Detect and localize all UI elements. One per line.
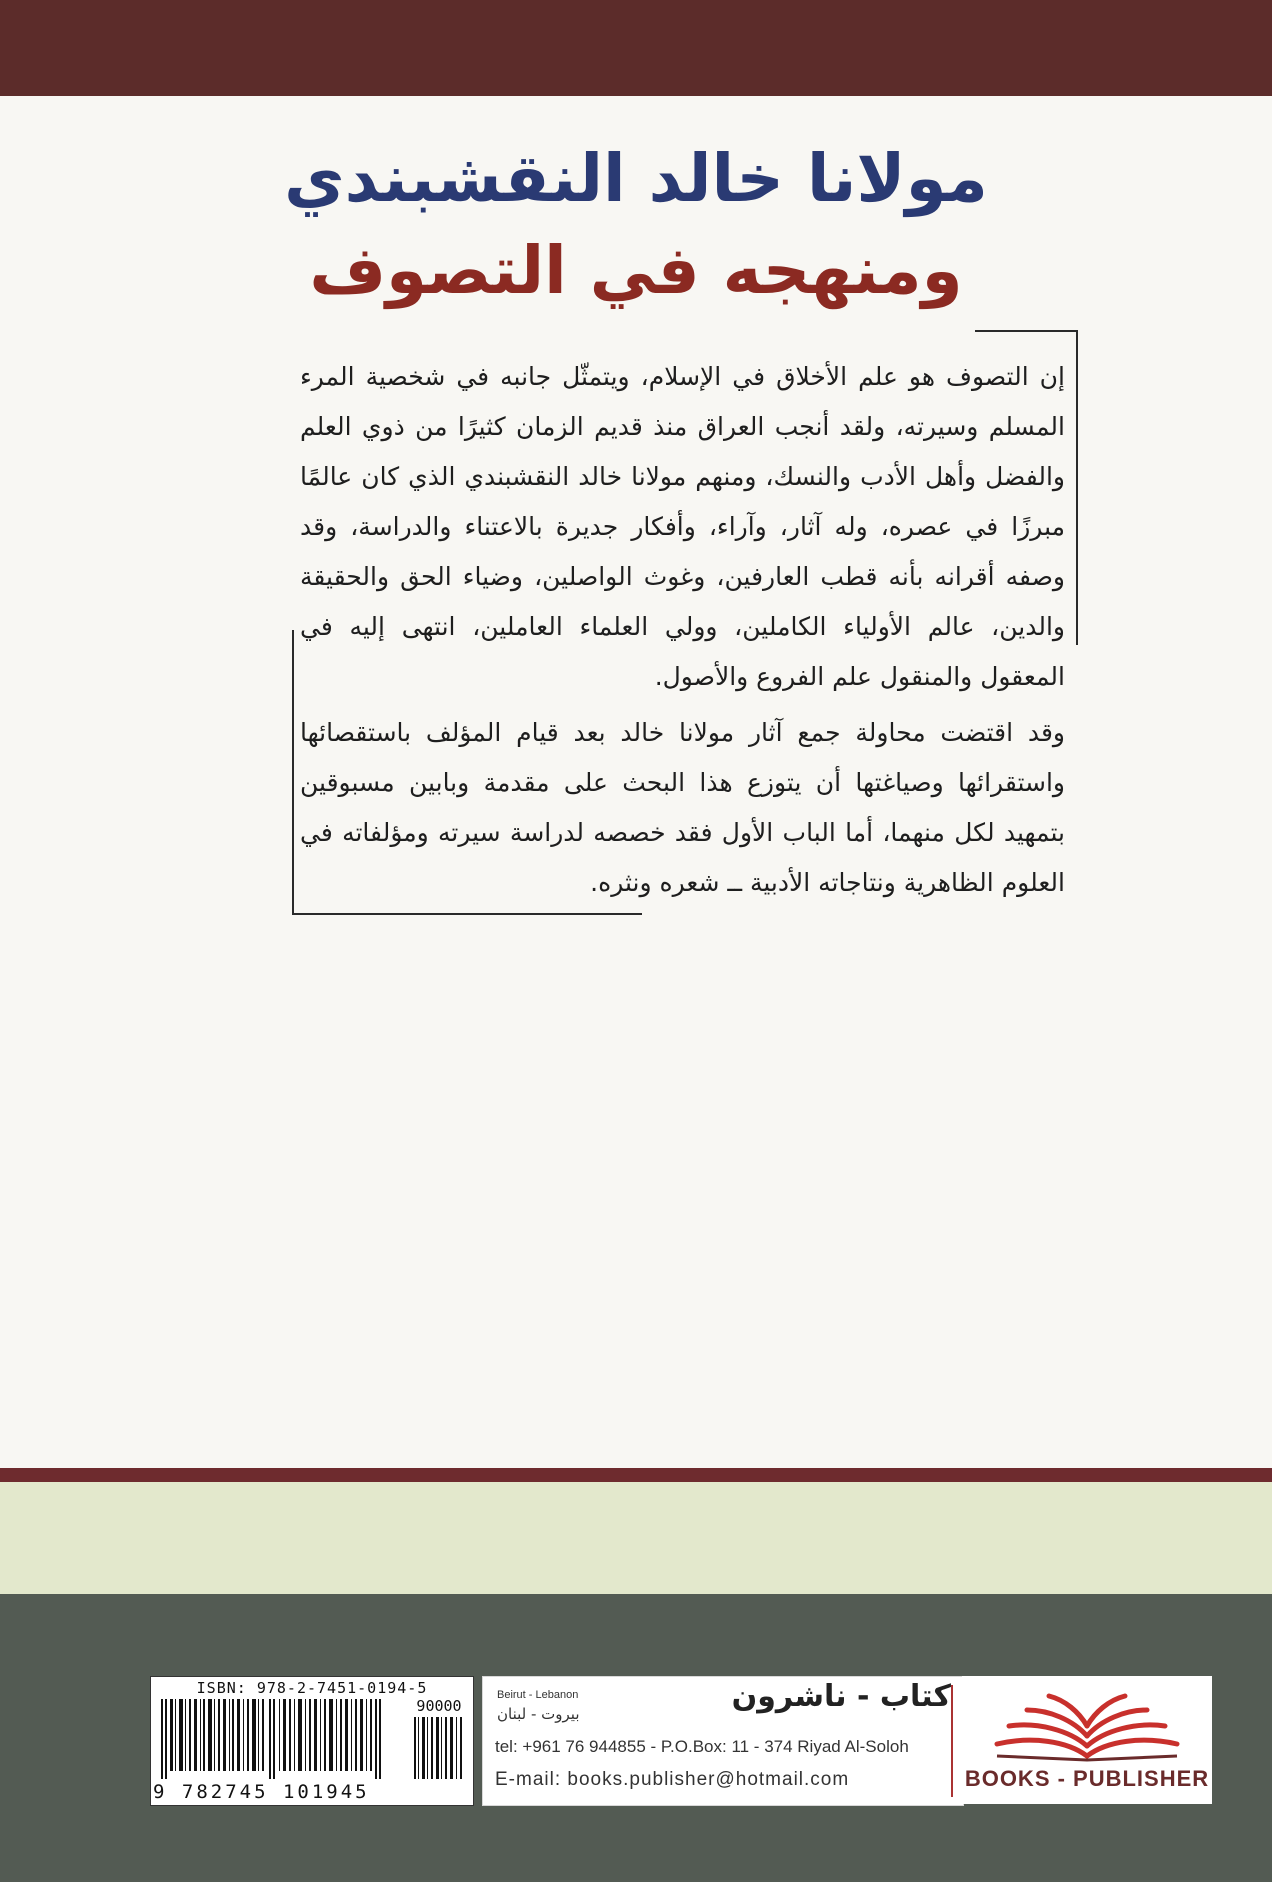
publisher-logo — [962, 1676, 1212, 1804]
blurb-text — [300, 352, 1065, 908]
blurb-paragraph-2: وقد اقتضت محاولة جمع آثار مولانا خالد بعد قيام المؤلف باستقصائها واستقرائها وصياغتها أن يتوزع هذا البحث على مقدمة وبابين مسبوقين بتمهيد لكل منهما، أما الباب الأول فقد خصصه لدراسة سيرته ومؤلفاته في العلوم الظاهرية ونتاجاته الأدبية ــ شعره ونثره. — [300, 718, 1065, 897]
barcode-label — [150, 1676, 474, 1806]
logo-text: BOOKS - PUBLISHER — [964, 1766, 1210, 1791]
blurb-paragraph-1: إن التصوف هو علم الأخلاق في الإسلام، ويتمثّل جانبه في شخصية المرء المسلم وسيرته، ولقد أنجب العراق منذ قديم الزمان كثيرًا من ذوي العلم والفضل وأهل الأدب والنسك، ومنهم مولانا خالد النقشبندي الذي كان عالمًا مبرزًا في عصره، وله آثار، وآراء، وأفكار جديرة بالاعتناء والدراسة، وقد وصفه أقرانه بأنه قطب العارفين، وغوث الواصلين، وضياء الحق والحقيقة والدين، عالم الأولياء الكاملين، وولي العلماء العاملين، انتهى إليه في المعقول والمنقول علم الفروع والأصول. — [300, 362, 1065, 691]
book-title-line1: مولانا خالد النقشبندي — [284, 140, 988, 217]
barcode-icon — [159, 1699, 389, 1779]
divider-band — [0, 1468, 1272, 1482]
addon-barcode-icon — [413, 1717, 465, 1779]
top-color-band — [0, 0, 1272, 96]
text-frame-bottom — [292, 913, 642, 915]
text-frame-top — [975, 330, 1078, 332]
publisher-divider — [951, 1685, 953, 1797]
isbn-text: ISBN: 978-2-7451-0194-5 — [196, 1679, 428, 1697]
publisher-email: E-mail: books.publisher@hotmail.com — [495, 1769, 850, 1790]
text-frame-right — [1076, 330, 1078, 645]
publisher-city-ar: بيروت - لبنان — [497, 1705, 580, 1723]
publisher-info — [482, 1676, 964, 1806]
book-title-line2: ومنهجه في التصوف — [309, 232, 963, 309]
publisher-name: كتاب - ناشرون — [731, 1679, 951, 1714]
price-code: 90000 — [416, 1697, 462, 1715]
open-book-icon — [987, 1686, 1187, 1764]
text-frame-left — [292, 630, 294, 915]
barcode-digits: 9 782745 101945 — [153, 1781, 370, 1803]
publisher-city-en: Beirut - Lebanon — [497, 1689, 579, 1701]
publisher-contact: tel: +961 76 944855 - P.O.Box: 11 - 374 Riyad Al-Soloh — [495, 1737, 909, 1756]
green-band — [0, 1482, 1272, 1594]
